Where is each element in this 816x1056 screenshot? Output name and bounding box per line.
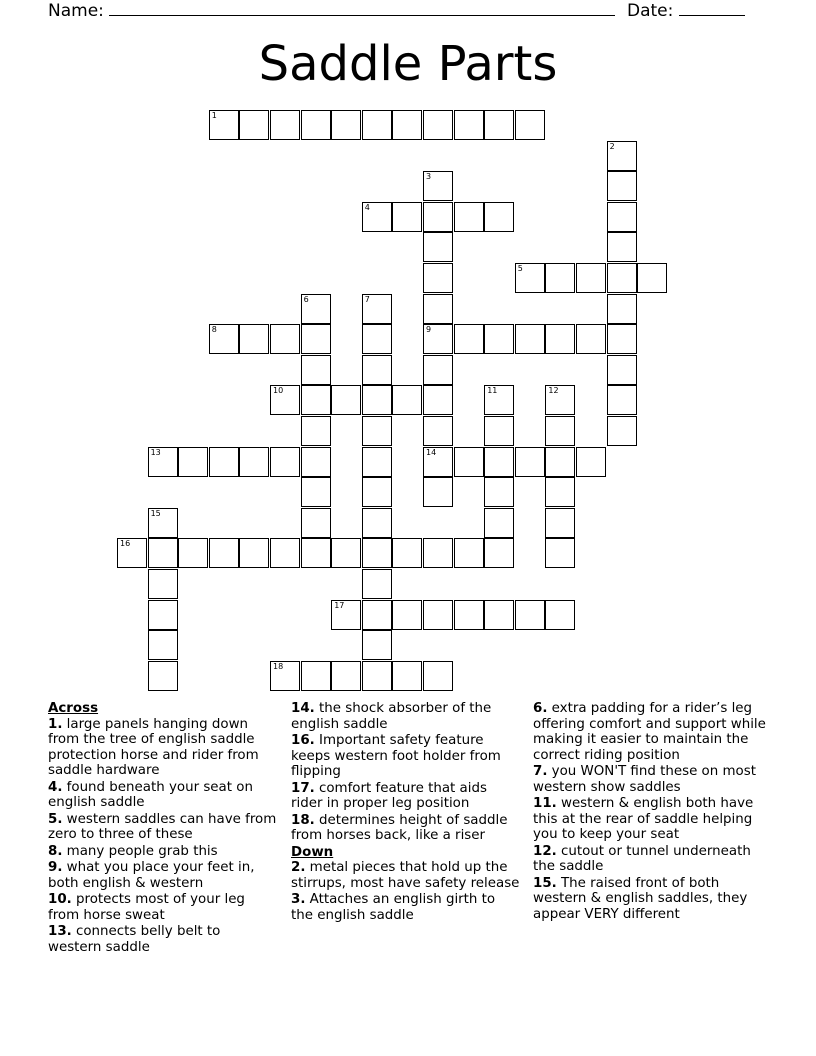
clue-number: 12 (548, 386, 559, 396)
crossword-cell[interactable] (545, 447, 575, 477)
crossword-cell[interactable] (515, 600, 545, 630)
crossword-cell[interactable] (423, 110, 453, 140)
clue-number: 4 (364, 202, 370, 212)
crossword-cell[interactable] (484, 202, 514, 232)
crossword-cell[interactable] (423, 661, 453, 691)
crossword-cell[interactable] (301, 477, 331, 507)
clue-number: 10 (273, 386, 284, 396)
crossword-cell[interactable] (423, 600, 453, 630)
clue-item (48, 812, 278, 843)
clue-item (533, 764, 769, 795)
crossword-cell[interactable] (423, 324, 453, 354)
crossword-cell[interactable] (607, 385, 637, 415)
crossword-cell[interactable] (545, 508, 575, 538)
crossword-cell[interactable] (607, 294, 637, 324)
crossword-cell[interactable] (362, 355, 392, 385)
crossword-cell[interactable] (484, 110, 514, 140)
crossword-cell[interactable] (209, 447, 239, 477)
clue-item-number: 15. (533, 875, 557, 891)
crossword-cell[interactable] (301, 508, 331, 538)
crossword-cell[interactable] (362, 508, 392, 538)
clue-column-3 (533, 701, 769, 923)
crossword-cell[interactable] (362, 600, 392, 630)
crossword-cell[interactable] (515, 447, 545, 477)
crossword-cell[interactable] (362, 385, 392, 415)
clue-item-text: protects most of your leg from horse sweat (48, 892, 245, 923)
clue-item-text: extra padding for a rider’s leg offering comfort and support while making it easier to maintain the correct riding position (533, 701, 766, 763)
crossword-cell[interactable] (301, 538, 331, 568)
crossword-cell[interactable] (392, 110, 422, 140)
crossword-cell[interactable] (423, 232, 453, 262)
crossword-cell[interactable] (423, 385, 453, 415)
crossword-cell[interactable] (270, 385, 300, 415)
crossword-cell[interactable] (148, 661, 178, 691)
crossword-cell[interactable] (178, 538, 208, 568)
crossword-cell[interactable] (484, 508, 514, 538)
crossword-cell[interactable] (484, 600, 514, 630)
clue-item-text: found beneath your seat on english saddle (48, 779, 253, 810)
clue-number: 18 (273, 661, 284, 671)
crossword-cell[interactable] (301, 355, 331, 385)
crossword-cell[interactable] (270, 324, 300, 354)
crossword-cell[interactable] (209, 538, 239, 568)
clue-item-number: 14. (291, 701, 315, 716)
clue-item (533, 876, 769, 923)
clue-item (533, 844, 769, 875)
crossword-cell[interactable] (301, 416, 331, 446)
clue-item (48, 860, 278, 891)
crossword-cell[interactable] (148, 600, 178, 630)
crossword-cell[interactable] (392, 600, 422, 630)
crossword-cell[interactable] (484, 416, 514, 446)
clue-item (291, 813, 521, 844)
crossword-cell[interactable] (331, 600, 361, 630)
crossword-cell[interactable] (392, 538, 422, 568)
crossword-cell[interactable] (423, 355, 453, 385)
crossword-cell[interactable] (484, 324, 514, 354)
crossword-cell[interactable] (454, 600, 484, 630)
clue-item (291, 733, 521, 780)
crossword-cell[interactable] (423, 447, 453, 477)
clue-item-number: 7. (533, 764, 548, 779)
clue-item (291, 701, 521, 732)
crossword-cell[interactable] (484, 538, 514, 568)
clue-number: 14 (426, 447, 437, 457)
crossword-cell[interactable] (392, 661, 422, 691)
crossword-cell[interactable] (515, 324, 545, 354)
clue-item (48, 924, 278, 955)
clue-number: 13 (150, 447, 161, 457)
clue-item (291, 781, 521, 812)
clue-item (48, 780, 278, 811)
clue-number: 11 (487, 386, 498, 396)
clue-item-number: 12. (533, 843, 557, 859)
crossword-cell[interactable] (331, 538, 361, 568)
crossword-cell[interactable] (423, 538, 453, 568)
crossword-cell[interactable] (362, 630, 392, 660)
clue-item-number: 17. (291, 780, 315, 796)
clue-item-number: 4. (48, 779, 63, 795)
crossword-cell[interactable] (148, 630, 178, 660)
clues-section (0, 701, 816, 1001)
across-heading: Across (48, 701, 99, 716)
crossword-cell[interactable] (423, 202, 453, 232)
crossword-cell[interactable] (454, 324, 484, 354)
crossword-cell[interactable] (362, 447, 392, 477)
crossword-cell[interactable] (545, 538, 575, 568)
clue-item-text: connects belly belt to western saddle (48, 924, 221, 955)
clue-item-number: 16. (291, 733, 315, 748)
clue-item-text: large panels hanging down from the tree of english saddle protection horse and rider from saddle hardware (48, 716, 259, 778)
crossword-cell[interactable] (545, 385, 575, 415)
crossword-cell[interactable] (239, 538, 269, 568)
crossword-cell[interactable] (178, 447, 208, 477)
crossword-cell[interactable] (362, 661, 392, 691)
crossword-cell[interactable] (607, 263, 637, 293)
crossword-cell[interactable] (454, 538, 484, 568)
crossword-cell[interactable] (209, 110, 239, 140)
clue-number: 15 (150, 508, 161, 518)
crossword-cell[interactable] (301, 661, 331, 691)
crossword-cell[interactable] (301, 110, 331, 140)
clue-item (291, 892, 521, 923)
crossword-cell[interactable] (362, 110, 392, 140)
crossword-cell[interactable] (392, 385, 422, 415)
clue-item-number: 18. (291, 812, 315, 828)
crossword-cell[interactable] (362, 294, 392, 324)
crossword-cell[interactable] (270, 661, 300, 691)
crossword-cell[interactable] (545, 600, 575, 630)
clue-item-number: 5. (48, 811, 63, 827)
crossword-cell[interactable] (607, 171, 637, 201)
crossword-cell[interactable] (270, 538, 300, 568)
crossword-cell[interactable] (148, 569, 178, 599)
clue-item-text: the shock absorber of the english saddle (291, 701, 492, 732)
clue-item-number: 1. (48, 716, 63, 732)
crossword-cell[interactable] (484, 477, 514, 507)
crossword-cell[interactable] (576, 447, 606, 477)
crossword-cell[interactable] (239, 447, 269, 477)
crossword-cell[interactable] (607, 416, 637, 446)
crossword-cell[interactable] (423, 416, 453, 446)
crossword-cell[interactable] (301, 447, 331, 477)
clue-item-number: 2. (291, 860, 306, 875)
clue-number: 9 (426, 325, 432, 335)
crossword-cell[interactable] (117, 538, 147, 568)
crossword-cell[interactable] (423, 477, 453, 507)
crossword-cell[interactable] (301, 385, 331, 415)
crossword-cell[interactable] (362, 569, 392, 599)
crossword-cell[interactable] (545, 263, 575, 293)
crossword-cell[interactable] (270, 110, 300, 140)
clue-item-text: Important safety feature keeps western foot holder from flipping (291, 733, 501, 779)
clue-number: 8 (211, 325, 217, 335)
name-label: Name: (48, 1, 104, 21)
crossword-cell[interactable] (148, 447, 178, 477)
crossword-cell[interactable] (362, 202, 392, 232)
crossword-cell[interactable] (454, 447, 484, 477)
crossword-cell[interactable] (239, 110, 269, 140)
clue-item-text: cutout or tunnel underneath the saddle (533, 843, 751, 874)
clue-item-number: 10. (48, 892, 72, 907)
crossword-cell[interactable] (607, 202, 637, 232)
clue-item-text: comfort feature that aids rider in proper leg position (291, 780, 487, 811)
crossword-cell[interactable] (607, 324, 637, 354)
page-title: Saddle Parts (258, 36, 558, 92)
crossword-cell[interactable] (301, 324, 331, 354)
clue-number: 16 (120, 539, 131, 549)
crossword-cell[interactable] (576, 263, 606, 293)
clue-number: 3 (426, 172, 432, 182)
crossword-cell[interactable] (607, 141, 637, 171)
clue-item-number: 13. (48, 924, 72, 939)
crossword-cell[interactable] (423, 263, 453, 293)
crossword-cell[interactable] (515, 263, 545, 293)
clue-item-text: metal pieces that hold up the stirrups, most have safety release (291, 860, 520, 891)
clue-item (48, 717, 278, 779)
clue-item-text: The raised front of both western & english saddles, they appear VERY different (533, 875, 748, 922)
crossword-cell[interactable] (423, 294, 453, 324)
clue-item-text: many people grab this (62, 843, 218, 859)
crossword-cell[interactable] (331, 110, 361, 140)
crossword-cell[interactable] (148, 508, 178, 538)
clue-item (533, 796, 769, 843)
clue-item-text: western & english both have this at the rear of saddle helping you to keep your seat (533, 796, 754, 842)
clue-number: 1 (211, 111, 217, 120)
crossword-cell[interactable] (362, 324, 392, 354)
clue-number: 17 (334, 600, 345, 610)
clue-item (48, 892, 278, 923)
crossword-cell[interactable] (454, 110, 484, 140)
crossword-cell[interactable] (545, 416, 575, 446)
crossword-cell[interactable] (362, 538, 392, 568)
clue-item (291, 860, 521, 891)
clue-item (533, 701, 769, 763)
crossword-cell[interactable] (637, 263, 667, 293)
clue-item-text: determines height of saddle from horses back, like a riser (291, 812, 508, 843)
crossword-cell[interactable] (209, 324, 239, 354)
crossword-cell[interactable] (545, 324, 575, 354)
crossword-cell[interactable] (392, 202, 422, 232)
crossword-cell[interactable] (423, 171, 453, 201)
crossword-cell[interactable] (454, 202, 484, 232)
crossword-cell[interactable] (148, 538, 178, 568)
crossword-cell[interactable] (270, 447, 300, 477)
crossword-cell[interactable] (362, 416, 392, 446)
clue-number: 7 (364, 294, 370, 304)
clue-column-2 (291, 701, 521, 924)
clue-item-text: western saddles can have from zero to three of these (48, 811, 277, 842)
clue-item-number: 6. (533, 701, 548, 716)
crossword-cell[interactable] (331, 385, 361, 415)
crossword-cell[interactable] (239, 324, 269, 354)
clue-item-number: 8. (48, 843, 63, 859)
clue-number: 5 (517, 264, 523, 273)
crossword-cell[interactable] (301, 294, 331, 324)
crossword-cell[interactable] (484, 385, 514, 415)
crossword-cell[interactable] (515, 110, 545, 140)
clue-item-text: what you place your feet in, both english & western (48, 860, 255, 891)
crossword-cell[interactable] (607, 232, 637, 262)
clue-number: 6 (303, 294, 309, 304)
crossword-cell[interactable] (484, 447, 514, 477)
crossword-cell[interactable] (607, 355, 637, 385)
clue-item-text: you WON'T find these on most western show saddles (533, 764, 756, 795)
clue-number: 2 (609, 141, 615, 151)
clue-item (48, 844, 278, 860)
clue-item-number: 11. (533, 796, 557, 811)
crossword-cell[interactable] (576, 324, 606, 354)
crossword-cell[interactable] (545, 477, 575, 507)
clue-column-1 (48, 701, 278, 956)
clue-item-text: Attaches an english girth to the english saddle (291, 892, 496, 923)
clue-item-number: 3. (291, 892, 306, 907)
down-heading: Down (291, 844, 334, 860)
crossword-cell[interactable] (362, 477, 392, 507)
date-label: Date: (627, 1, 674, 21)
crossword-cell[interactable] (331, 661, 361, 691)
clue-item-number: 9. (48, 860, 63, 875)
